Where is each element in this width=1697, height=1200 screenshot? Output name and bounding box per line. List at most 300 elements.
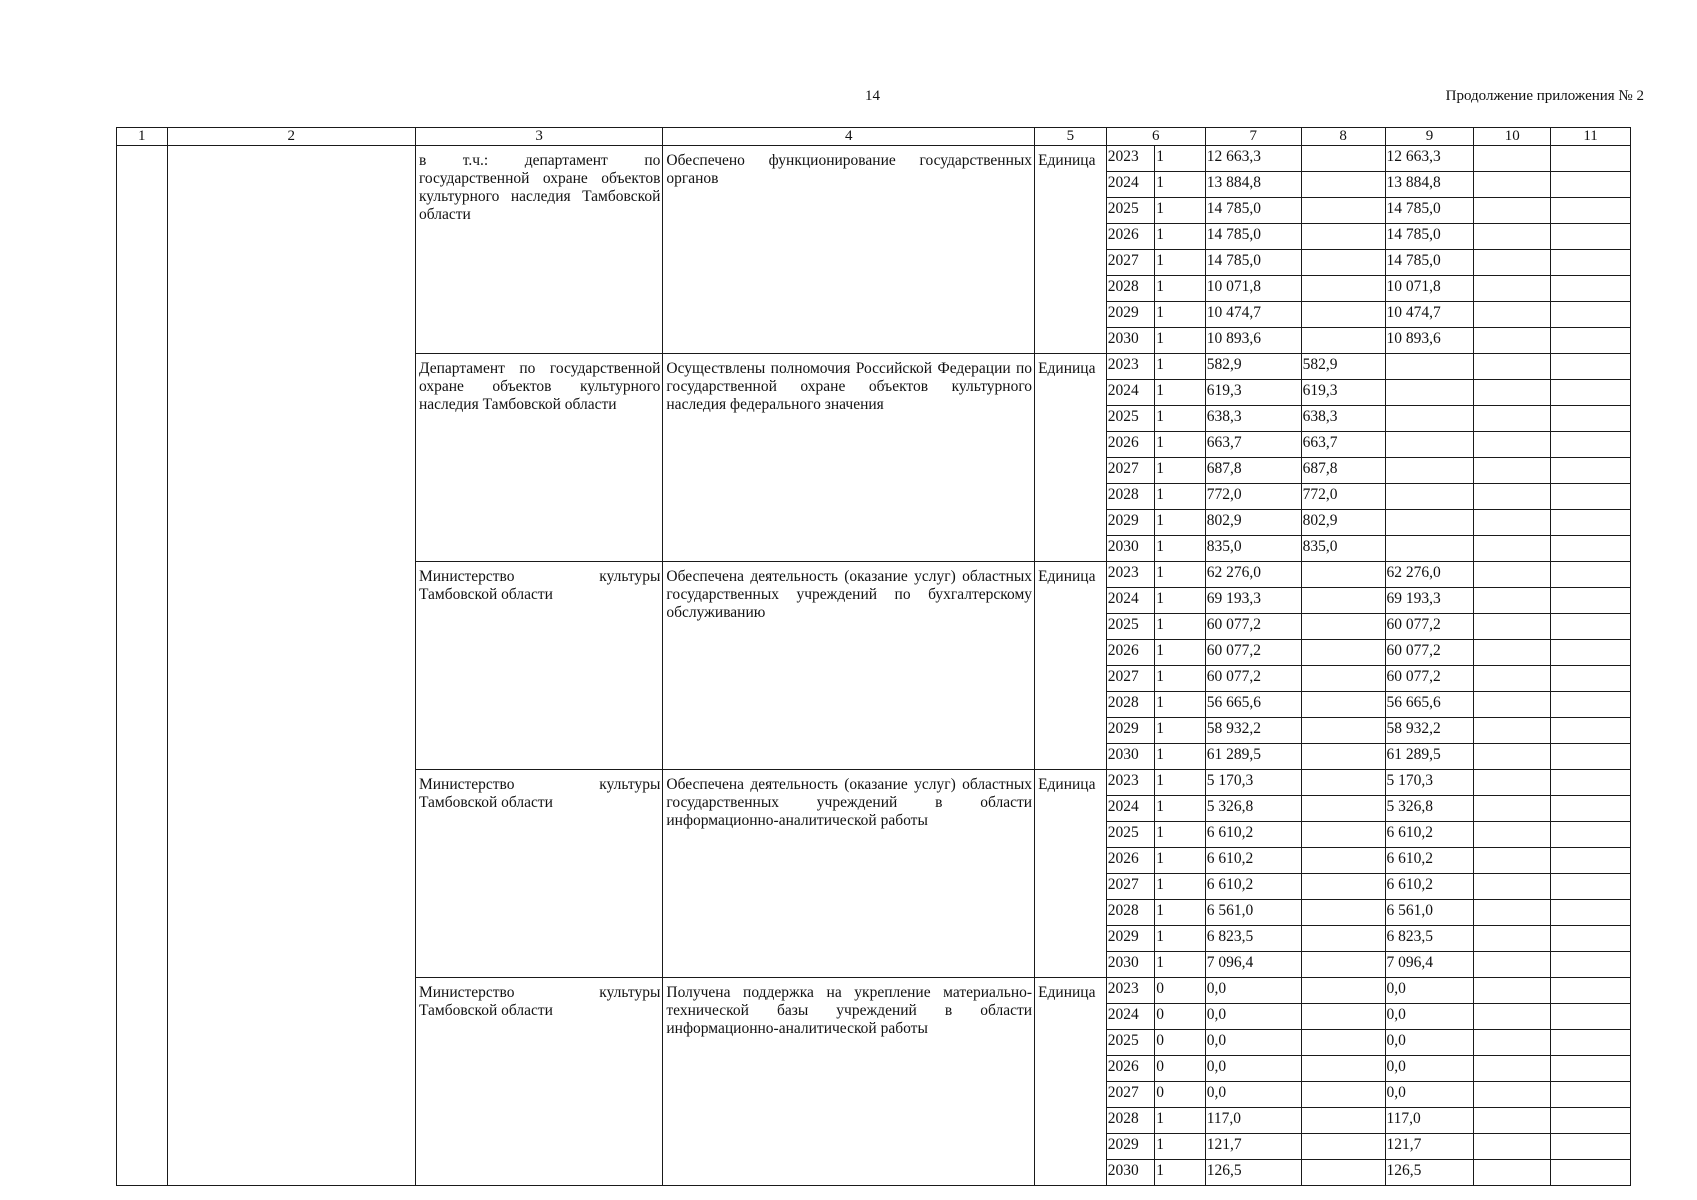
value-col-7: 121,7 xyxy=(1205,1134,1301,1160)
value-col-11 xyxy=(1551,1134,1631,1160)
year-cell: 2029 xyxy=(1106,302,1154,328)
value-col-7: 62 276,0 xyxy=(1205,562,1301,588)
result-cell: Получена поддержка на укрепление материально-технической базы учреждений в области информационно-аналитической работы xyxy=(663,978,1035,1186)
value-col-8 xyxy=(1301,198,1385,224)
value-col-10 xyxy=(1474,926,1551,952)
value-col-10 xyxy=(1474,952,1551,978)
value-col-10 xyxy=(1474,978,1551,1004)
value-col-11 xyxy=(1551,718,1631,744)
value-col-8 xyxy=(1301,562,1385,588)
value-col-11 xyxy=(1551,302,1631,328)
value-col-9: 10 071,8 xyxy=(1385,276,1474,302)
value-col-8 xyxy=(1301,1134,1385,1160)
value-col-10 xyxy=(1474,484,1551,510)
result-cell: Обеспечено функционирование государственных органов xyxy=(663,146,1035,354)
value-col-11 xyxy=(1551,146,1631,172)
column-header: 3 xyxy=(415,128,662,146)
year-cell: 2028 xyxy=(1106,1108,1154,1134)
value-col-7: 0,0 xyxy=(1205,1004,1301,1030)
count-cell: 1 xyxy=(1155,224,1206,250)
value-col-10 xyxy=(1474,406,1551,432)
value-col-10 xyxy=(1474,172,1551,198)
cell-col-1 xyxy=(117,146,168,1186)
value-col-9: 60 077,2 xyxy=(1385,640,1474,666)
value-col-9: 7 096,4 xyxy=(1385,952,1474,978)
value-col-10 xyxy=(1474,562,1551,588)
value-col-9: 12 663,3 xyxy=(1385,146,1474,172)
year-cell: 2029 xyxy=(1106,718,1154,744)
count-cell: 1 xyxy=(1155,666,1206,692)
value-col-10 xyxy=(1474,770,1551,796)
value-col-9: 121,7 xyxy=(1385,1134,1474,1160)
value-col-7: 6 823,5 xyxy=(1205,926,1301,952)
value-col-11 xyxy=(1551,406,1631,432)
column-number-header xyxy=(117,128,1631,146)
year-cell: 2027 xyxy=(1106,250,1154,276)
value-col-7: 663,7 xyxy=(1205,432,1301,458)
value-col-7: 60 077,2 xyxy=(1205,640,1301,666)
column-header: 9 xyxy=(1385,128,1474,146)
value-col-10 xyxy=(1474,1082,1551,1108)
count-cell: 1 xyxy=(1155,536,1206,562)
value-col-10 xyxy=(1474,302,1551,328)
value-col-11 xyxy=(1551,510,1631,536)
value-col-8 xyxy=(1301,250,1385,276)
count-cell: 1 xyxy=(1155,562,1206,588)
value-col-8 xyxy=(1301,328,1385,354)
value-col-10 xyxy=(1474,146,1551,172)
value-col-9: 117,0 xyxy=(1385,1108,1474,1134)
count-cell: 0 xyxy=(1155,1004,1206,1030)
column-header: 7 xyxy=(1205,128,1301,146)
value-col-9 xyxy=(1385,536,1474,562)
value-col-11 xyxy=(1551,588,1631,614)
count-cell: 1 xyxy=(1155,588,1206,614)
year-cell: 2030 xyxy=(1106,744,1154,770)
value-col-10 xyxy=(1474,1004,1551,1030)
value-col-10 xyxy=(1474,822,1551,848)
value-col-10 xyxy=(1474,744,1551,770)
result-cell: Обеспечена деятельность (оказание услуг) областных государственных учреждений в области информационно-аналитической работы xyxy=(663,770,1035,978)
count-cell: 1 xyxy=(1155,952,1206,978)
value-col-8: 582,9 xyxy=(1301,354,1385,380)
value-col-8 xyxy=(1301,770,1385,796)
year-cell: 2030 xyxy=(1106,536,1154,562)
value-col-11 xyxy=(1551,432,1631,458)
value-col-11 xyxy=(1551,978,1631,1004)
value-col-7: 0,0 xyxy=(1205,978,1301,1004)
year-cell: 2026 xyxy=(1106,432,1154,458)
value-col-7: 5 170,3 xyxy=(1205,770,1301,796)
value-col-10 xyxy=(1474,250,1551,276)
value-col-9: 56 665,6 xyxy=(1385,692,1474,718)
value-col-11 xyxy=(1551,1004,1631,1030)
column-header: 5 xyxy=(1035,128,1107,146)
year-cell: 2027 xyxy=(1106,874,1154,900)
count-cell: 1 xyxy=(1155,1160,1206,1186)
value-col-11 xyxy=(1551,354,1631,380)
value-col-8 xyxy=(1301,978,1385,1004)
value-col-7: 10 893,6 xyxy=(1205,328,1301,354)
value-col-11 xyxy=(1551,614,1631,640)
value-col-8 xyxy=(1301,1004,1385,1030)
value-col-10 xyxy=(1474,718,1551,744)
year-cell: 2023 xyxy=(1106,562,1154,588)
value-col-10 xyxy=(1474,328,1551,354)
value-col-8 xyxy=(1301,952,1385,978)
value-col-8: 772,0 xyxy=(1301,484,1385,510)
year-cell: 2027 xyxy=(1106,666,1154,692)
value-col-10 xyxy=(1474,640,1551,666)
value-col-7: 12 663,3 xyxy=(1205,146,1301,172)
value-col-7: 61 289,5 xyxy=(1205,744,1301,770)
year-cell: 2024 xyxy=(1106,1004,1154,1030)
year-cell: 2026 xyxy=(1106,640,1154,666)
year-cell: 2023 xyxy=(1106,354,1154,380)
value-col-11 xyxy=(1551,744,1631,770)
value-col-9: 62 276,0 xyxy=(1385,562,1474,588)
year-cell: 2026 xyxy=(1106,848,1154,874)
value-col-8 xyxy=(1301,848,1385,874)
value-col-8 xyxy=(1301,588,1385,614)
value-col-8 xyxy=(1301,822,1385,848)
count-cell: 1 xyxy=(1155,510,1206,536)
value-col-7: 60 077,2 xyxy=(1205,614,1301,640)
unit-cell: Единица xyxy=(1035,770,1107,978)
value-col-11 xyxy=(1551,1160,1631,1186)
value-col-9 xyxy=(1385,432,1474,458)
year-cell: 2030 xyxy=(1106,952,1154,978)
count-cell: 1 xyxy=(1155,744,1206,770)
value-col-7: 638,3 xyxy=(1205,406,1301,432)
value-col-11 xyxy=(1551,172,1631,198)
value-col-10 xyxy=(1474,666,1551,692)
value-col-9: 0,0 xyxy=(1385,1056,1474,1082)
column-header: 11 xyxy=(1551,128,1631,146)
year-cell: 2028 xyxy=(1106,692,1154,718)
value-col-7: 56 665,6 xyxy=(1205,692,1301,718)
count-cell: 1 xyxy=(1155,276,1206,302)
value-col-10 xyxy=(1474,198,1551,224)
executor-cell: Департамент по государственной охране объектов культурного наследия Тамбовской области xyxy=(415,354,662,562)
count-cell: 1 xyxy=(1155,146,1206,172)
value-col-9 xyxy=(1385,380,1474,406)
count-cell: 1 xyxy=(1155,380,1206,406)
value-col-9 xyxy=(1385,354,1474,380)
year-cell: 2028 xyxy=(1106,484,1154,510)
count-cell: 0 xyxy=(1155,978,1206,1004)
value-col-8 xyxy=(1301,666,1385,692)
count-cell: 1 xyxy=(1155,796,1206,822)
year-cell: 2027 xyxy=(1106,458,1154,484)
year-cell: 2029 xyxy=(1106,926,1154,952)
value-col-7: 60 077,2 xyxy=(1205,666,1301,692)
count-cell: 1 xyxy=(1155,354,1206,380)
count-cell: 1 xyxy=(1155,718,1206,744)
value-col-11 xyxy=(1551,536,1631,562)
value-col-9: 60 077,2 xyxy=(1385,666,1474,692)
value-col-9: 0,0 xyxy=(1385,1030,1474,1056)
count-cell: 1 xyxy=(1155,1134,1206,1160)
value-col-11 xyxy=(1551,458,1631,484)
value-col-9: 0,0 xyxy=(1385,1004,1474,1030)
count-cell: 1 xyxy=(1155,926,1206,952)
value-col-7: 14 785,0 xyxy=(1205,224,1301,250)
value-col-7: 10 474,7 xyxy=(1205,302,1301,328)
value-col-9: 14 785,0 xyxy=(1385,198,1474,224)
count-cell: 1 xyxy=(1155,302,1206,328)
year-cell: 2030 xyxy=(1106,1160,1154,1186)
value-col-9: 5 326,8 xyxy=(1385,796,1474,822)
result-cell: Осуществлены полномочия Российской Федерации по государственной охране объектов культурного наследия федерального значения xyxy=(663,354,1035,562)
value-col-10 xyxy=(1474,1030,1551,1056)
value-col-10 xyxy=(1474,900,1551,926)
value-col-8: 619,3 xyxy=(1301,380,1385,406)
count-cell: 1 xyxy=(1155,900,1206,926)
value-col-7: 835,0 xyxy=(1205,536,1301,562)
value-col-11 xyxy=(1551,198,1631,224)
value-col-11 xyxy=(1551,328,1631,354)
year-cell: 2024 xyxy=(1106,588,1154,614)
year-cell: 2024 xyxy=(1106,172,1154,198)
year-cell: 2025 xyxy=(1106,822,1154,848)
value-col-8: 687,8 xyxy=(1301,458,1385,484)
year-cell: 2029 xyxy=(1106,1134,1154,1160)
value-col-8 xyxy=(1301,692,1385,718)
executor-cell: Министерство культуры Тамбовской области xyxy=(415,562,662,770)
value-col-8: 663,7 xyxy=(1301,432,1385,458)
value-col-11 xyxy=(1551,666,1631,692)
value-col-9: 6 610,2 xyxy=(1385,848,1474,874)
value-col-11 xyxy=(1551,276,1631,302)
column-header: 10 xyxy=(1474,128,1551,146)
value-col-9: 6 561,0 xyxy=(1385,900,1474,926)
year-cell: 2026 xyxy=(1106,1056,1154,1082)
value-col-10 xyxy=(1474,354,1551,380)
value-col-10 xyxy=(1474,874,1551,900)
value-col-8 xyxy=(1301,1082,1385,1108)
value-col-7: 0,0 xyxy=(1205,1082,1301,1108)
value-col-9 xyxy=(1385,458,1474,484)
value-col-11 xyxy=(1551,1108,1631,1134)
value-col-9: 10 474,7 xyxy=(1385,302,1474,328)
value-col-8: 802,9 xyxy=(1301,510,1385,536)
year-cell: 2025 xyxy=(1106,406,1154,432)
column-header: 2 xyxy=(167,128,415,146)
year-cell: 2029 xyxy=(1106,510,1154,536)
value-col-7: 772,0 xyxy=(1205,484,1301,510)
value-col-9: 6 823,5 xyxy=(1385,926,1474,952)
column-header: 6 xyxy=(1106,128,1205,146)
value-col-7: 0,0 xyxy=(1205,1056,1301,1082)
value-col-8 xyxy=(1301,640,1385,666)
count-cell: 1 xyxy=(1155,640,1206,666)
count-cell: 1 xyxy=(1155,874,1206,900)
value-col-7: 6 610,2 xyxy=(1205,848,1301,874)
value-col-11 xyxy=(1551,900,1631,926)
value-col-7: 126,5 xyxy=(1205,1160,1301,1186)
value-col-7: 117,0 xyxy=(1205,1108,1301,1134)
executor-cell: Министерство культуры Тамбовской области xyxy=(415,770,662,978)
value-col-10 xyxy=(1474,510,1551,536)
value-col-10 xyxy=(1474,432,1551,458)
count-cell: 1 xyxy=(1155,432,1206,458)
year-cell: 2028 xyxy=(1106,900,1154,926)
year-cell: 2025 xyxy=(1106,614,1154,640)
unit-cell: Единица xyxy=(1035,354,1107,562)
value-col-9: 6 610,2 xyxy=(1385,822,1474,848)
value-col-10 xyxy=(1474,1160,1551,1186)
program-table xyxy=(116,127,1631,1186)
unit-cell: Единица xyxy=(1035,978,1107,1186)
value-col-8 xyxy=(1301,874,1385,900)
value-col-11 xyxy=(1551,770,1631,796)
value-col-8 xyxy=(1301,1108,1385,1134)
value-col-7: 582,9 xyxy=(1205,354,1301,380)
value-col-10 xyxy=(1474,380,1551,406)
year-cell: 2027 xyxy=(1106,1082,1154,1108)
year-cell: 2023 xyxy=(1106,978,1154,1004)
year-cell: 2025 xyxy=(1106,198,1154,224)
value-col-10 xyxy=(1474,692,1551,718)
count-cell: 1 xyxy=(1155,848,1206,874)
table-row xyxy=(117,146,1631,172)
year-cell: 2023 xyxy=(1106,146,1154,172)
value-col-10 xyxy=(1474,614,1551,640)
value-col-7: 5 326,8 xyxy=(1205,796,1301,822)
value-col-10 xyxy=(1474,224,1551,250)
value-col-7: 10 071,8 xyxy=(1205,276,1301,302)
value-col-9: 0,0 xyxy=(1385,978,1474,1004)
value-col-8 xyxy=(1301,1030,1385,1056)
count-cell: 1 xyxy=(1155,822,1206,848)
value-col-10 xyxy=(1474,1056,1551,1082)
value-col-7: 58 932,2 xyxy=(1205,718,1301,744)
value-col-9: 58 932,2 xyxy=(1385,718,1474,744)
count-cell: 1 xyxy=(1155,328,1206,354)
value-col-11 xyxy=(1551,1082,1631,1108)
unit-cell: Единица xyxy=(1035,562,1107,770)
value-col-11 xyxy=(1551,874,1631,900)
executor-cell: в т.ч.: департамент по государственной охране объектов культурного наследия Тамбовской области xyxy=(415,146,662,354)
value-col-10 xyxy=(1474,796,1551,822)
value-col-11 xyxy=(1551,484,1631,510)
value-col-11 xyxy=(1551,796,1631,822)
page-number: 14 xyxy=(865,88,880,104)
value-col-8 xyxy=(1301,224,1385,250)
value-col-8 xyxy=(1301,302,1385,328)
value-col-11 xyxy=(1551,926,1631,952)
value-col-8: 638,3 xyxy=(1301,406,1385,432)
value-col-8 xyxy=(1301,718,1385,744)
value-col-8 xyxy=(1301,926,1385,952)
value-col-8 xyxy=(1301,744,1385,770)
column-header: 4 xyxy=(663,128,1035,146)
value-col-9: 13 884,8 xyxy=(1385,172,1474,198)
unit-cell: Единица xyxy=(1035,146,1107,354)
count-cell: 1 xyxy=(1155,770,1206,796)
count-cell: 1 xyxy=(1155,484,1206,510)
value-col-8 xyxy=(1301,146,1385,172)
value-col-11 xyxy=(1551,640,1631,666)
value-col-8 xyxy=(1301,276,1385,302)
value-col-10 xyxy=(1474,1134,1551,1160)
count-cell: 1 xyxy=(1155,198,1206,224)
count-cell: 1 xyxy=(1155,406,1206,432)
value-col-9 xyxy=(1385,406,1474,432)
value-col-7: 7 096,4 xyxy=(1205,952,1301,978)
value-col-11 xyxy=(1551,692,1631,718)
count-cell: 0 xyxy=(1155,1056,1206,1082)
year-cell: 2024 xyxy=(1106,796,1154,822)
value-col-10 xyxy=(1474,1108,1551,1134)
count-cell: 1 xyxy=(1155,250,1206,276)
value-col-9 xyxy=(1385,484,1474,510)
value-col-7: 6 610,2 xyxy=(1205,874,1301,900)
value-col-8 xyxy=(1301,796,1385,822)
value-col-10 xyxy=(1474,588,1551,614)
value-col-11 xyxy=(1551,562,1631,588)
value-col-11 xyxy=(1551,848,1631,874)
value-col-7: 6 610,2 xyxy=(1205,822,1301,848)
value-col-10 xyxy=(1474,458,1551,484)
value-col-8 xyxy=(1301,172,1385,198)
value-col-8: 835,0 xyxy=(1301,536,1385,562)
value-col-9: 60 077,2 xyxy=(1385,614,1474,640)
value-col-8 xyxy=(1301,900,1385,926)
count-cell: 0 xyxy=(1155,1082,1206,1108)
count-cell: 1 xyxy=(1155,614,1206,640)
cell-col-2 xyxy=(167,146,415,1186)
value-col-7: 69 193,3 xyxy=(1205,588,1301,614)
continuation-label: Продолжение приложения № 2 xyxy=(1445,88,1644,104)
value-col-9: 14 785,0 xyxy=(1385,250,1474,276)
count-cell: 1 xyxy=(1155,458,1206,484)
value-col-7: 619,3 xyxy=(1205,380,1301,406)
executor-cell: Министерство культуры Тамбовской области xyxy=(415,978,662,1186)
result-cell: Обеспечена деятельность (оказание услуг) областных государственных учреждений по бухгалтерскому обслуживанию xyxy=(663,562,1035,770)
count-cell: 1 xyxy=(1155,1108,1206,1134)
value-col-9 xyxy=(1385,510,1474,536)
value-col-11 xyxy=(1551,952,1631,978)
column-header: 8 xyxy=(1301,128,1385,146)
value-col-9: 6 610,2 xyxy=(1385,874,1474,900)
year-cell: 2030 xyxy=(1106,328,1154,354)
count-cell: 0 xyxy=(1155,1030,1206,1056)
value-col-7: 13 884,8 xyxy=(1205,172,1301,198)
column-header: 1 xyxy=(117,128,168,146)
value-col-9: 10 893,6 xyxy=(1385,328,1474,354)
value-col-10 xyxy=(1474,276,1551,302)
value-col-8 xyxy=(1301,1056,1385,1082)
count-cell: 1 xyxy=(1155,692,1206,718)
value-col-7: 802,9 xyxy=(1205,510,1301,536)
value-col-11 xyxy=(1551,250,1631,276)
value-col-9: 0,0 xyxy=(1385,1082,1474,1108)
value-col-11 xyxy=(1551,1056,1631,1082)
value-col-9: 61 289,5 xyxy=(1385,744,1474,770)
value-col-9: 14 785,0 xyxy=(1385,224,1474,250)
value-col-10 xyxy=(1474,536,1551,562)
value-col-7: 14 785,0 xyxy=(1205,250,1301,276)
value-col-11 xyxy=(1551,822,1631,848)
value-col-7: 687,8 xyxy=(1205,458,1301,484)
year-cell: 2024 xyxy=(1106,380,1154,406)
value-col-10 xyxy=(1474,848,1551,874)
value-col-11 xyxy=(1551,380,1631,406)
count-cell: 1 xyxy=(1155,172,1206,198)
year-cell: 2025 xyxy=(1106,1030,1154,1056)
